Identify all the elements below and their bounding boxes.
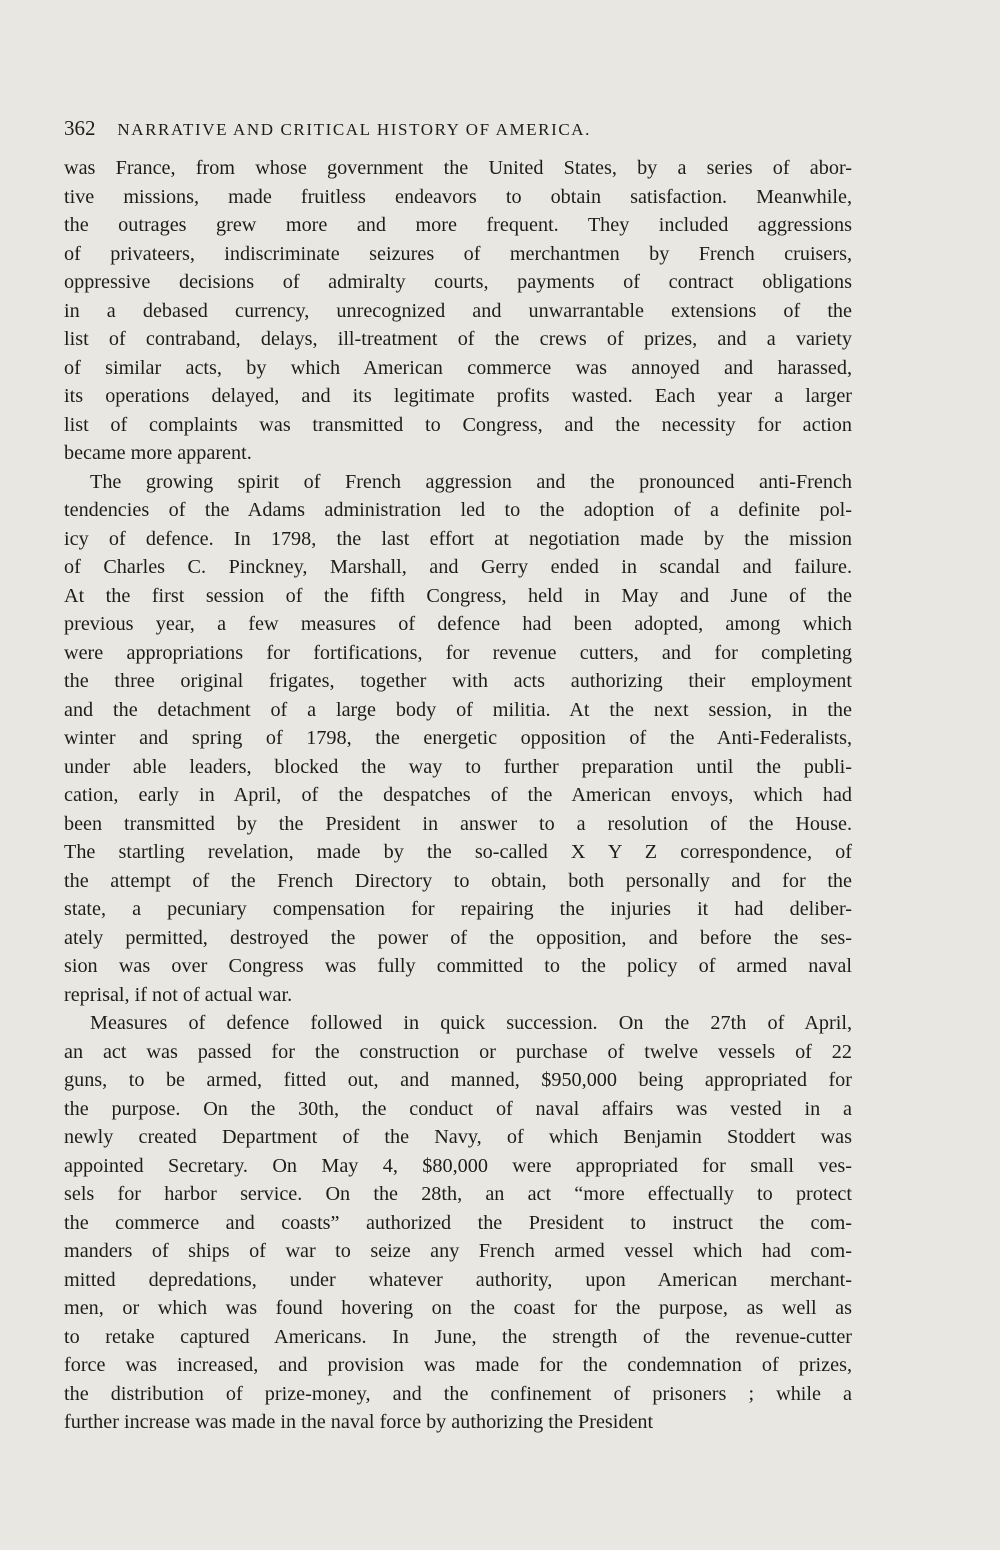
text-line: The growing spirit of French aggression and the pronounced anti-French (90, 470, 852, 493)
paragraph (64, 468, 852, 1010)
text-line: winter and spring of 1798, the energetic opposition of the Anti-Federalists, (64, 727, 852, 749)
text-line: to retake captured Americans. In June, the strength of the revenue-cutter (64, 1325, 852, 1348)
text-line: further increase was made in the naval force by authorizing the President (64, 1411, 654, 1433)
text-line: icy of defence. In 1798, the last effort at negotiation made by the mission (64, 527, 852, 550)
text-line: list of contraband, delays, ill-treatment of the crews of prizes, and a variety (64, 328, 852, 350)
text-line: guns, to be armed, fitted out, and manned, $950,000 being appropriated for (64, 1069, 852, 1091)
text-line: the distribution of prize-money, and the confinement of prisoners ; while a (64, 1382, 852, 1405)
text-line: sion was over Congress was fully committed to the policy of armed naval (64, 955, 852, 977)
running-title: NARRATIVE AND CRITICAL HISTORY OF AMERICA. (117, 120, 592, 139)
text-line: force was increased, and provision was made for the condemnation of prizes, (64, 1354, 852, 1376)
text-line: tendencies of the Adams administration led to the adoption of a definite pol- (64, 499, 852, 521)
text-line: tive missions, made fruitless endeavors to obtain satisfaction. Meanwhile, (64, 185, 852, 208)
text-line: and the detachment of a large body of militia. At the next session, in the (64, 698, 852, 721)
text-line: previous year, a few measures of defence had been adopted, among which (64, 613, 852, 635)
page-number: 362 (64, 116, 96, 140)
text-line: the three original frigates, together with acts authorizing their employment (64, 670, 852, 692)
text-line: state, a pecuniary compensation for repairing the injuries it had deliber- (64, 898, 852, 920)
text-line: men, or which was found hovering on the coast for the purpose, as well as (64, 1297, 852, 1319)
text-line: of Charles C. Pinckney, Marshall, and Gerry ended in scandal and failure. (64, 556, 852, 578)
text-line: in a debased currency, unrecognized and unwarrantable extensions of the (64, 299, 852, 322)
text-line: manders of ships of war to seize any French armed vessel which had com- (64, 1240, 852, 1262)
text-line: been transmitted by the President in answer to a resolution of the House. (64, 812, 852, 835)
text-line: Measures of defence followed in quick succession. On the 27th of April, (90, 1012, 852, 1034)
text-line: of similar acts, by which American commerce was annoyed and harassed, (64, 356, 852, 379)
page-header (64, 116, 864, 146)
text-line: ately permitted, destroyed the power of the opposition, and before the ses- (64, 926, 852, 949)
text-line: list of complaints was transmitted to Congress, and the necessity for action (64, 413, 852, 436)
text-line: the attempt of the French Directory to obtain, both personally and for the (64, 869, 852, 892)
text-line: of privateers, indiscriminate seizures of merchantmen by French cruisers, (64, 242, 852, 265)
text-line: appointed Secretary. On May 4, $80,000 were appropriated for small ves- (64, 1154, 852, 1177)
text-line: sels for harbor service. On the 28th, an act “more effectually to protect (64, 1183, 852, 1205)
text-line: reprisal, if not of actual war. (64, 983, 293, 1006)
text-line: the outrages grew more and more frequent. They included aggressions (64, 214, 852, 236)
text-line: mitted depredations, under whatever authority, upon American merchant- (64, 1268, 852, 1291)
text-line: became more apparent. (64, 442, 252, 464)
text-line: under able leaders, blocked the way to further preparation until the publi- (64, 755, 852, 778)
text-line: oppressive decisions of admiralty courts, payments of contract obligations (64, 271, 852, 293)
text-line: an act was passed for the construction or purchase of twelve vessels of 22 (64, 1040, 852, 1063)
paragraph (64, 154, 852, 468)
text-line: the commerce and coasts” authorized the President to instruct the com- (64, 1211, 852, 1234)
text-line: its operations delayed, and its legitimate profits wasted. Each year a larger (64, 385, 852, 407)
text-line: were appropriations for fortifications, for revenue cutters, and for completing (64, 641, 852, 664)
text-line: The startling revelation, made by the so-called X Y Z correspondence, of (64, 841, 852, 863)
text-line: the purpose. On the 30th, the conduct of naval affairs was vested in a (64, 1097, 852, 1120)
paragraph (64, 1009, 852, 1437)
text-line: was France, from whose government the United States, by a series of abor- (64, 157, 852, 179)
text-line: At the first session of the fifth Congress, held in May and June of the (64, 584, 852, 607)
text-line: cation, early in April, of the despatches of the American envoys, which had (64, 784, 852, 806)
text-line: newly created Department of the Navy, of which Benjamin Stoddert was (64, 1126, 852, 1148)
body-text (64, 154, 852, 1437)
